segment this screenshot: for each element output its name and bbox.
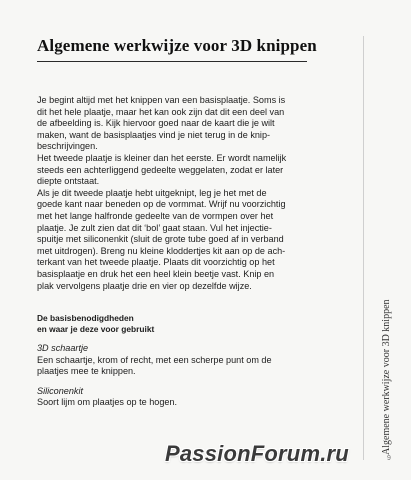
margin-rule [363,36,364,460]
paragraph: Het tweede plaatje is kleiner dan het eerste. Er wordt namelijk steeds een achterliggend gedeelte weggelaten, zodat er later diepte ontstaat. [37,152,287,187]
watermark-logo: PassionForum.ru [165,441,349,466]
body-text [37,95,325,292]
supply-description: Een schaartje, krom of recht, met een scherpe punt om de plaatjes mee te knippen. [37,354,272,377]
title-underline [37,61,307,62]
paragraph: Je begint altijd met het knippen van een basisplaatje. Soms is dit het hele plaatje, maar het kan ook zijn dat dit een deel van de afbeelding is. Kijk hiervoor goed naar de kaart die je wilt maken, want de basisplaatjes vind je niet terug in de knip- beschrijvingen. [37,95,286,152]
running-title: Algemene werkwijze voor 3D knippen [381,299,392,455]
supply-term: Siliconenkit [37,385,83,396]
page-title: Algemene werkwijze voor 3D knippen [37,36,317,55]
supplies-section [37,313,325,409]
section-heading: De basisbenodigdheden en waar je deze voor gebruikt [37,313,155,334]
paragraph: Als je dit tweede plaatje hebt uitgeknipt, leg je het met de goede kant naar beneden op de vormmat. Wrijf nu voorzichtig met het lange halfronde gedeelte van de vormpen over het plaatje. Je zult zien dat dit ‘bol’ gaat staan. Vul het injectie- spuitje met siliconenkit (sluit de grote tube goed af in verband met uitdrogen). Breng nu kleine kloddertjes kit aan op de ach- terkant van het tweede plaatje. Plaats dit voorzichtig op het basisplaatje en druk het een heel klein beetje vast. Knip en plak vervolgens plaatje drie en vier op dezelfde wijze. [37,187,286,291]
page-number: 9 [387,455,391,462]
supply-term: 3D schaartje [37,343,89,353]
supply-description: Soort lijm om plaatjes op te hogen. [37,397,178,408]
